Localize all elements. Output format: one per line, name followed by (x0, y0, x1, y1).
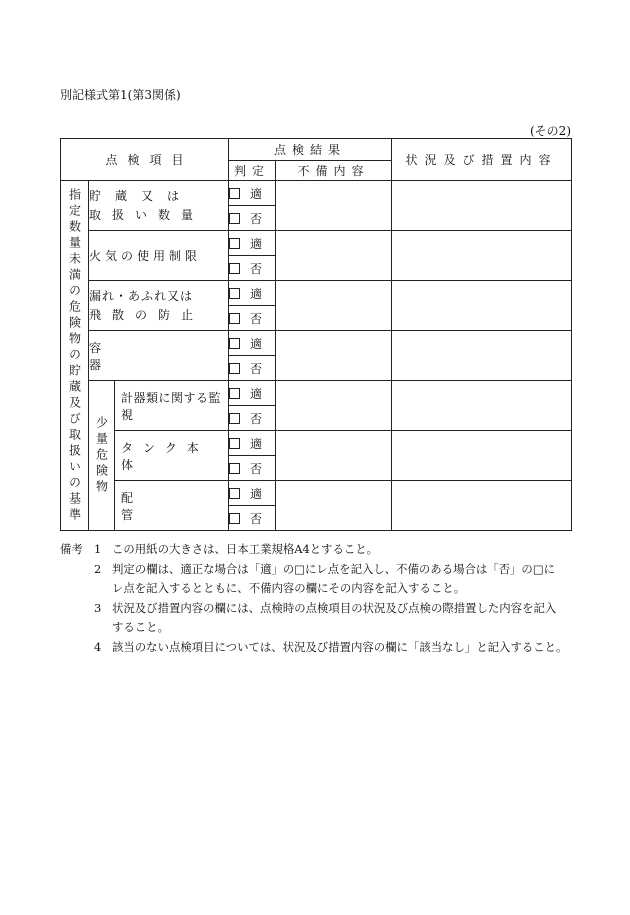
notes-heading: 備考 (60, 542, 83, 556)
inspection-table (60, 138, 572, 531)
checkbox-icon[interactable] (229, 388, 240, 399)
note-number: 1 (94, 542, 102, 556)
item-fire: 火気の使用制限 (89, 231, 229, 281)
small-qty-label (89, 381, 115, 531)
judge-ng-fire[interactable] (229, 256, 276, 281)
judge-ng-label: 否 (250, 461, 263, 476)
judge-ng-leak[interactable] (229, 306, 276, 331)
checkbox-icon[interactable] (229, 263, 240, 274)
judge-ok-label: 適 (250, 386, 263, 401)
judge-ok-tank[interactable] (229, 431, 276, 456)
judge-ok-fire[interactable] (229, 231, 276, 256)
judge-ok-label: 適 (250, 236, 263, 251)
notes (60, 540, 575, 657)
judge-ng-label: 否 (250, 361, 263, 376)
judge-ok-label: 適 (250, 336, 263, 351)
deficiency-cell-leak[interactable] (276, 281, 392, 331)
header-inspection-item: 点検項目 (61, 139, 229, 181)
status-cell-fire[interactable] (392, 231, 572, 281)
judge-ng-label: 否 (250, 411, 263, 426)
note-text: 状況及び措置内容の欄には、点検時の点検項目の状況及び点検の際措置した内容を記入 (112, 600, 557, 615)
status-cell-leak[interactable] (392, 281, 572, 331)
judge-ng-gauges[interactable] (229, 406, 276, 431)
checkbox-icon[interactable] (229, 363, 240, 374)
judge-ng-label: 否 (250, 511, 263, 526)
note-text-continued: すること。 (112, 620, 169, 634)
side-label-text: 指定数量未満の危険物の貯蔵及び取扱いの基準 (67, 187, 82, 524)
judge-ok-label: 適 (250, 436, 263, 451)
judge-ok-label: 適 (250, 186, 263, 201)
item-leak-line1: 漏れ・あふれ又は (89, 288, 194, 303)
status-cell-piping[interactable] (392, 481, 572, 531)
note-number: 4 (94, 639, 102, 654)
item-leak-line2: 飛散の防止 (89, 307, 205, 322)
checkbox-icon[interactable] (229, 413, 240, 424)
checkbox-icon[interactable] (229, 488, 240, 499)
checkbox-icon[interactable] (229, 213, 240, 224)
deficiency-cell-tank[interactable] (276, 431, 392, 481)
note-number: 2 (94, 561, 102, 576)
checkbox-icon[interactable] (229, 288, 240, 299)
note-text: 判定の欄は、適正な場合は「適」の□にレ点を記入し、不備のある場合は「否」の□に (112, 561, 555, 576)
form-title: 別記様式第1(第3関係) (60, 88, 181, 102)
header-judgment: 判定 (229, 161, 276, 181)
checkbox-icon[interactable] (229, 313, 240, 324)
judge-ok-storage[interactable] (229, 181, 276, 206)
note-text-continued: レ点を記入するとともに、不備内容の欄にその内容を記入すること。 (112, 581, 466, 595)
judge-ok-label: 適 (250, 486, 263, 501)
judge-ng-label: 否 (250, 311, 263, 326)
status-cell-storage[interactable] (392, 181, 572, 231)
item-storage-line1: 貯蔵又は (89, 188, 194, 203)
judge-ok-container[interactable] (229, 331, 276, 356)
judge-ok-label: 適 (250, 286, 263, 301)
note-item-4 (60, 638, 575, 658)
status-cell-tank[interactable] (392, 431, 572, 481)
judge-ng-tank[interactable] (229, 456, 276, 481)
checkbox-icon[interactable] (229, 463, 240, 474)
status-cell-container[interactable] (392, 331, 572, 381)
judge-ok-leak[interactable] (229, 281, 276, 306)
page-number: (その2) (530, 124, 571, 138)
deficiency-cell-container[interactable] (276, 331, 392, 381)
item-leak (89, 281, 229, 331)
side-label (61, 181, 89, 531)
deficiency-cell-storage[interactable] (276, 181, 392, 231)
item-piping: 配管 (115, 481, 229, 531)
note-text: 該当のない点検項目については、状況及び措置内容の欄に「該当なし」と記入すること。 (112, 639, 568, 654)
note-text: この用紙の大きさは、日本工業規格A4とすること。 (112, 542, 379, 556)
checkbox-icon[interactable] (229, 338, 240, 349)
deficiency-cell-gauges[interactable] (276, 381, 392, 431)
judge-ok-gauges[interactable] (229, 381, 276, 406)
judge-ng-label: 否 (250, 211, 263, 226)
judge-ng-storage[interactable] (229, 206, 276, 231)
item-storage (89, 181, 229, 231)
status-cell-gauges[interactable] (392, 381, 572, 431)
header-status-action: 状況及び措置内容 (392, 139, 572, 181)
item-storage-line2: 取扱い数量 (89, 207, 205, 222)
note-item-2 (60, 560, 575, 580)
checkbox-icon[interactable] (229, 513, 240, 524)
checkbox-icon[interactable] (229, 438, 240, 449)
checkbox-icon[interactable] (229, 238, 240, 249)
deficiency-cell-fire[interactable] (276, 231, 392, 281)
item-tank: タンク本体 (115, 431, 229, 481)
judge-ng-container[interactable] (229, 356, 276, 381)
checkbox-icon[interactable] (229, 188, 240, 199)
judge-ng-label: 否 (250, 261, 263, 276)
item-gauges: 計器類に関する監視 (115, 381, 229, 431)
judge-ok-piping[interactable] (229, 481, 276, 506)
note-item-3 (60, 599, 575, 619)
note-item-1 (60, 540, 575, 560)
header-inspection-result: 点検結果 (229, 139, 392, 161)
item-container: 容器 (89, 331, 229, 381)
note-number: 3 (94, 600, 102, 615)
small-qty-label-text: 少量危険物 (94, 415, 109, 496)
header-deficiency: 不備内容 (276, 161, 392, 181)
deficiency-cell-piping[interactable] (276, 481, 392, 531)
judge-ng-piping[interactable] (229, 506, 276, 531)
